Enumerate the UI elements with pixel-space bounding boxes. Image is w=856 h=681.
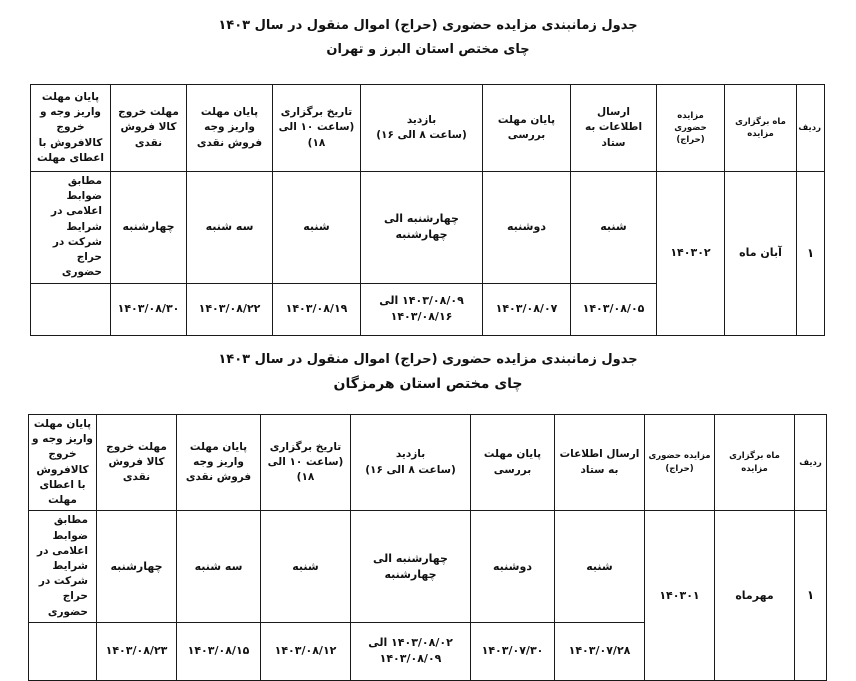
cash-deadline-date: ۱۴۰۳/۰۸/۲۲	[187, 283, 273, 335]
exit-deadline-date: ۱۴۰۳/۰۸/۲۳	[97, 622, 177, 680]
table-row	[31, 172, 825, 284]
header-month: ماه برگزاری مزایده	[725, 85, 797, 172]
cash-deadline-day: سه شنبه	[187, 172, 273, 284]
header-hold-date-label: تاریخ برگزاری	[269, 440, 342, 453]
final-deadline-empty	[31, 283, 111, 335]
send-info-date: ۱۴۰۳/۰۷/۲۸	[555, 622, 645, 680]
hold-date: ۱۴۰۳/۰۸/۱۲	[261, 622, 351, 680]
header-hold-date	[273, 85, 361, 172]
table-row	[29, 511, 827, 623]
visit-days: چهارشنبه الی چهارشنبه	[361, 172, 483, 284]
visit-date-start: ۱۴۰۳/۰۸/۰۲ الی	[368, 636, 453, 650]
schedule-table-alborz-tehran	[30, 84, 825, 336]
visit-date-end: ۱۴۰۳/۰۸/۱۶	[390, 310, 453, 324]
header-hold-date	[261, 415, 351, 511]
auction-month: مهرماه	[715, 511, 795, 681]
schedule-table-hormozgan	[28, 414, 827, 681]
row-number: ۱	[797, 172, 825, 336]
header-auction: مزایده حضوری (حراج)	[657, 85, 725, 172]
header-hold-hours: (ساعت ۱۰ الی ۱۸)	[267, 456, 344, 484]
header-row	[29, 415, 827, 511]
row-number: ۱	[795, 511, 827, 681]
review-end-day: دوشنبه	[471, 511, 555, 623]
visit-date-end: ۱۴۰۳/۰۸/۰۹	[379, 652, 442, 666]
visit-dates	[351, 622, 471, 680]
header-exit-deadline: مهلت خروج کالا فروش نقدی	[97, 415, 177, 511]
header-auction: مزایده حضوری (حراج)	[645, 415, 715, 511]
header-review-end: پایان مهلت بررسی	[471, 415, 555, 511]
header-row	[31, 85, 825, 172]
header-hold-date-label: تاریخ برگزاری	[280, 106, 353, 119]
header-row-no: ردیف	[797, 85, 825, 172]
header-send-info: ارسال اطلاعات به ستاد	[555, 415, 645, 511]
visit-date-start: ۱۴۰۳/۰۸/۰۹ الی	[379, 294, 464, 308]
final-deadline-rule: مطابق ضوابط اعلامی در شرایط شرکت در حراج حضوری	[29, 511, 97, 623]
review-end-date: ۱۴۰۳/۰۷/۳۰	[471, 622, 555, 680]
auction-code: ۱۴۰۳۰۲	[657, 172, 725, 336]
header-exit-deadline: مهلت خروج کالا فروش نقدی	[111, 85, 187, 172]
header-final-deadline: پایان مهلت واریز وجه و خروج کالافروش با اعطای مهلت	[29, 415, 97, 511]
header-visit-hours: (ساعت ۸ الی ۱۶)	[376, 129, 467, 141]
send-info-day: شنبه	[555, 511, 645, 623]
table2-subtitle: چای مختص استان هرمزگان	[333, 376, 523, 392]
header-visit	[361, 85, 483, 172]
auction-month: آبان ماه	[725, 172, 797, 336]
visit-dates	[361, 283, 483, 335]
visit-days: چهارشنبه الی چهارشنبه	[351, 511, 471, 623]
header-hold-hours: (ساعت ۱۰ الی ۱۸)	[278, 121, 355, 149]
header-visit-label: بازدید	[395, 448, 426, 461]
header-send-info: ارسال اطلاعات به ستاد	[571, 85, 657, 172]
exit-deadline-day: چهارشنبه	[97, 511, 177, 623]
header-cash-deadline: پایان مهلت واریز وجه فروش نقدی	[187, 85, 273, 172]
send-info-day: شنبه	[571, 172, 657, 284]
cash-deadline-day: سه شنبه	[177, 511, 261, 623]
header-final-deadline: پایان مهلت واریز وجه و خروج کالافروش با اعطای مهلت	[31, 85, 111, 172]
exit-deadline-day: چهارشنبه	[111, 172, 187, 284]
table2-title: جدول زمانبندی مزایده حضوری (حراج) اموال منقول در سال ۱۴۰۳	[218, 352, 638, 367]
final-deadline-rule: مطابق ضوابط اعلامی در شرایط شرکت در حراج حضوری	[31, 172, 111, 284]
header-visit-label: بازدید	[406, 113, 437, 126]
hold-day: شنبه	[261, 511, 351, 623]
header-row-no: ردیف	[795, 415, 827, 511]
header-month: ماه برگزاری مزایده	[715, 415, 795, 511]
hold-date: ۱۴۰۳/۰۸/۱۹	[273, 283, 361, 335]
cash-deadline-date: ۱۴۰۳/۰۸/۱۵	[177, 622, 261, 680]
header-cash-deadline: پایان مهلت واریز وجه فروش نقدی	[177, 415, 261, 511]
auction-code: ۱۴۰۳۰۱	[645, 511, 715, 681]
hold-day: شنبه	[273, 172, 361, 284]
table1-title: جدول زمانبندی مزایده حضوری (حراج) اموال منقول در سال ۱۴۰۳	[218, 18, 638, 33]
exit-deadline-date: ۱۴۰۳/۰۸/۳۰	[111, 283, 187, 335]
send-info-date: ۱۴۰۳/۰۸/۰۵	[571, 283, 657, 335]
final-deadline-empty	[29, 622, 97, 680]
table1-subtitle: چای مختص استان البرز و تهران	[326, 42, 530, 57]
header-review-end: پایان مهلت بررسی	[483, 85, 571, 172]
header-visit	[351, 415, 471, 511]
header-visit-hours: (ساعت ۸ الی ۱۶)	[365, 463, 456, 476]
review-end-date: ۱۴۰۳/۰۸/۰۷	[483, 283, 571, 335]
review-end-day: دوشنبه	[483, 172, 571, 284]
